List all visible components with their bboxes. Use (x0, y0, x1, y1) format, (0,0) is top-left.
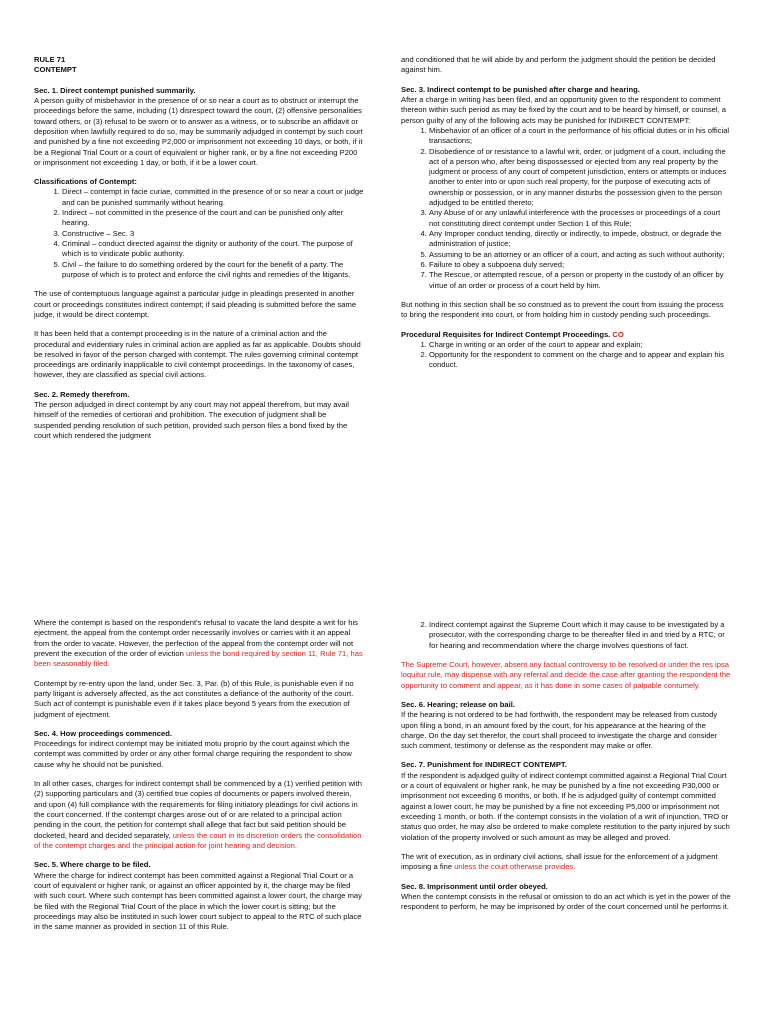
list-item: 4. Criminal – conduct directed against the dignity or authority of the court. The purpose of which is to vindicate public authority. (62, 239, 364, 260)
writ-of-execution-paragraph (401, 852, 731, 873)
sec3-title: Sec. 3. Indirect contempt to be punished after charge and hearing. (401, 84, 640, 94)
sec6-body: If the hearing is not ordered to be had forthwith, the respondent may be released from custody upon filing a bond, in an amount fixed by the court, for his appearance at the hearing of the charge. On the day set therefor, the court shall proceed to investigate the charge and consider such comment, testimony or defense as the respondent may make or offer. (401, 710, 718, 751)
sec1-title: Sec. 1. Direct contempt punished summarily. (34, 85, 196, 95)
list-item: 2. Opportunity for the respondent to comment on the charge and to appear and explain his conduct. (429, 350, 731, 371)
list-item: 7. The Rescue, or attempted rescue, of a person or property in the custody of an officer by virtue of an order or process of a court held by him. (429, 270, 731, 291)
list-item: 4. Any Improper conduct tending, directly or indirectly, to impede, obstruct, or degrade the administration of justice; (429, 229, 731, 250)
column-top-right (401, 55, 731, 380)
writ-exception-note: unless the court otherwise provides. (454, 862, 576, 872)
procedural-requisites-list (401, 340, 731, 371)
procedural-requisites-title (401, 330, 731, 340)
proviso-paragraph: But nothing in this section shall be so construed as to prevent the court from issuing the process to bring the respondent into court, or from holding him in custody pending such proceedings. (401, 299, 724, 320)
sec6-title: Sec. 6. Hearing; release on bail. (401, 699, 515, 709)
list-item: 1. Charge in writing or an order of the court to appear and explain; (429, 340, 731, 350)
sec3-body: After a charge in writing has been filed, and an opportunity given to the respondent to comment thereon within such period as may be fixed by the court and to be heard by himself, or counsel, a person guilty of any of the following acts may be punished for INDIRECT CONTEMPT: (401, 94, 727, 125)
sec2-body: The person adjudged in direct contempt by any court may not appeal therefrom, but may avail himself of the remedies of certiorari and prohibition. The execution of judgment shall be suspended pending resolution of such petition, provided such person files a bond fixed by the court which rendered the judgment (34, 400, 349, 440)
continuation-paragraph: and conditioned that he will abide by and perform the judgment should the petition be decided against him. (401, 55, 716, 75)
sec1-body: A person guilty of misbehavior in the presence of or so near a court as to obstruct or interrupt the proceedings before the same, including (1) disrespect toward the court, (2) offensive personalities toward others, or (3) refusal to be sworn or to answer as a witness, or to subscribe an affidavit or deposition when lawfully required to do so, may be summarily adjudged in contempt by such court and punished by a fine not exceeding P2,000 or imprisonment not exceeding 10 days, or both, if it be a Regional Trial Court or a court of equivalent or higher rank, or by a fine not exceeding P200 or imprisonment not exceeding 1 day, or both, if it be a lower court. (34, 95, 363, 167)
criminal-nature-paragraph: It has been held that a contempt proceeding is in the nature of a criminal action and the procedural and evidentiary rules in criminal action are applied as far as applicable. Doubts should be resolved in favor of the person charged with contempt. The rules governing criminal contempt proceedings are ordinarily inapplicable to civil contempt proceedings. In the taxonomy of cases, however, they are classified as special civil actions. (34, 329, 361, 380)
indirect-contempt-acts-list (401, 126, 731, 291)
ejectment-text: Where the contempt is based on the respondent's refusal to vacate the land despite a writ for his ejectment, the appeal from the contempt order necessarily involves or carries with it an appeal from the order to vacate. However, the perfection of the appeal from the contempt order will not prevent the execution of the order of eviction (34, 618, 358, 658)
reentry-paragraph: Contempt by re-entry upon the land, under Sec. 3, Par. (b) of this Rule, is punishable even if no party litigant is adversely affected, as the act constitutes a defiance of the authority of the court. Such act of contempt is punishable even if it takes place beyond 5 years from the execution of judgment of ejectment. (34, 678, 354, 719)
list-item: 1. Direct – contempt in facie curiae, committed in the presence of or so near a court or judge and can be punished summarily without hearing. (62, 187, 364, 208)
column-bottom-left (34, 618, 364, 941)
rule-heading (34, 55, 364, 76)
list-item: 2. Indirect – not committed in the presence of the court and can be punished only after hearing. (62, 208, 364, 229)
rule-title: CONTEMPT (34, 65, 77, 75)
procedural-requisites-label: Procedural Requisites for Indirect Contempt Proceedings. (401, 329, 611, 339)
supreme-court-note: The Supreme Court, however, absent any factual controversy to be resolved or under the res ipsa loquitur rule, may dispense with any referral and decide the case after granting the respondent the opportunity to comment and appear, as it has done in some cases of palpable contumely. (401, 659, 731, 690)
list-item: 1. Misbehavior of an officer of a court in the performance of his official duties or in his official transactions; (429, 126, 731, 147)
sec7-body: If the respondent is adjudged guilty of indirect contempt committed against a Regional Trial Court or a court of equivalent or higher rank, he may be punished by a fine not exceeding P30,000 or imprisonment not exceeding 6 months, or both. If he is adjudged guilty of contempt committed against a lower court, he may be punished by a fine not exceeding P5,000 or imprisonment not exceeding 1 month, or both. If the contempt consists in the violation of a writ of injunction, TRO or status quo order, he may also be ordered to make complete restitution to the party injured by such violation of the property involved or such amount as may be alleged and proved. (401, 770, 730, 842)
consolidation-note: unless the court in its discretion orders the consolidation of the contempt charges and the principal action for joint hearing and decision. (34, 830, 362, 850)
sec7-title: Sec. 7. Punishment for INDIRECT CONTEMPT. (401, 760, 567, 770)
classifications-title: Classifications of Contempt: (34, 177, 137, 187)
sec2-title: Sec. 2. Remedy therefrom. (34, 389, 130, 399)
ejectment-bond-note: unless the bond required by section 11, Rule 71, has been seasonably filed. (34, 648, 363, 669)
sec8-title: Sec. 8. Imprisonment until order obeyed. (401, 881, 548, 891)
list-item: 5. Civil – the failure to do something ordered by the court for the benefit of a party. The purpose of which is to protect and enforce the civil rights and remedies of the litigants. (62, 260, 364, 281)
sec5-body: Where the charge for indirect contempt has been committed against a Regional Trial Court or a court of equivalent or higher rank, or against an officer appointed by it, the charge may be filed with such court. Where such contempt has been committed against a lower court, the charge may be filed with the Regional Trial Court of the place in which the lower court is sitting; but the proceedings may also be instituted in such lower court subject to appeal to the RTC of such place in the same manner as provided in section 11 of this Rule. (34, 870, 362, 932)
supreme-court-list (401, 620, 731, 651)
sec8-body: When the contempt consists in the refusal or omission to do an act which is yet in the power of the respondent to perform, he may be imprisoned by order of the court concerned until he performs it. (401, 891, 731, 912)
contemptuous-language-paragraph: The use of contemptuous language against a particular judge in pleadings presented in another court or proceedings constitutes indirect contempt; if said pleading is submitted before the same judge, it would be direct contempt. (34, 289, 357, 319)
column-bottom-right (401, 620, 731, 922)
other-cases-paragraph (34, 779, 364, 851)
other-cases-text: In all other cases, charges for indirect contempt shall be commenced by a (1) verified petition with (2) supporting particulars and (3) certified true copies of documents or papers involved therein, and upon (4) full compliance with the requirements for filing initiatory pleadings for civil actions in the court concerned. If the contempt charges arose out of or are related to a principal action pending in the court, the petition for contempt shall allege that fact but said petition should be docketed, heard and decided separately, (34, 779, 362, 840)
list-item: 2. Disobedience of or resistance to a lawful writ, order, or judgment of a court, including the act of a person who, after being dispossessed or ejected from any real property by the judgment or process of any court of competent jurisdiction, enters or attempts or induces another to enter into or upon such real property, for the purpose of executing acts of ownership or possession, or in any manner disturbs the possession given to the person adjudged to be entitled thereto; (429, 147, 731, 209)
list-item: 5. Assuming to be an attorney or an officer of a court, and acting as such without authority; (429, 250, 731, 260)
list-item: 3. Any Abuse of or any unlawful interference with the processes or proceedings of a court not constituting direct contempt under Section 1 of this Rule; (429, 208, 731, 229)
list-item: 2. Indirect contempt against the Supreme Court which it may cause to be investigated by a prosecutor, with the corresponding charge to be thereafter filed in and tried by a RTC; or for hearing and recommendation where the charge involves questions of fact. (429, 620, 731, 651)
rule-number: RULE 71 (34, 55, 66, 64)
column-top-left (34, 55, 364, 450)
sec5-title: Sec. 5. Where charge to be filed. (34, 860, 151, 870)
list-item: 3. Constructive – Sec. 3 (62, 229, 364, 239)
procedural-requisites-tag: CO (612, 329, 624, 339)
ejectment-paragraph (34, 618, 364, 670)
list-item: 6. Failure to obey a subpoena duly served; (429, 260, 731, 270)
writ-text: The writ of execution, as in ordinary civil actions, shall issue for the enforcement of a judgment imposing a fine (401, 851, 718, 872)
sec4-title: Sec. 4. How proceedings commenced. (34, 728, 172, 738)
classifications-list (34, 187, 364, 280)
sec4-body: Proceedings for indirect contempt may be initiated motu proprio by the court against which the contempt was committed by order or any other formal charge requiring the respondent to show cause why he should not be punished. (34, 739, 352, 769)
